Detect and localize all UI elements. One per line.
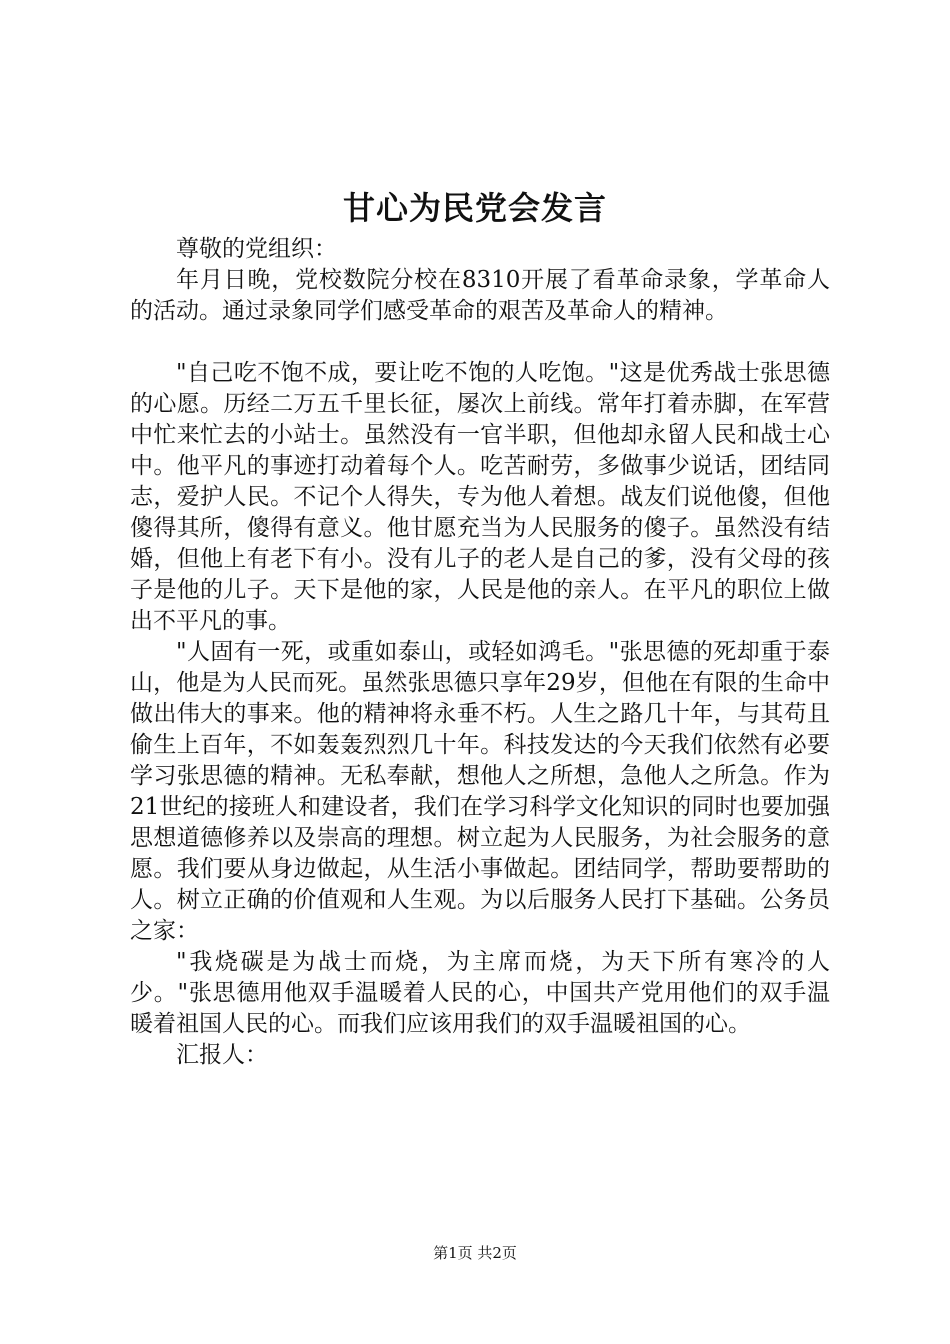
paragraph-charcoal: "我烧碳是为战士而烧，为主席而烧，为天下所有寒冷的人少。"张思德用他双手温暖着人民的心，中国共产党用他们的双手温暖着祖国人民的心。而我们应该用我们的双手温暖祖国的心。 <box>130 949 830 1037</box>
paragraph-intro: 年月日晚，党校数院分校在8310开展了看革命录象，学革命人的活动。通过录象同学们感受革命的艰苦及革命人的精神。 <box>130 267 830 324</box>
paragraph-spacer <box>130 327 830 358</box>
signature-line: 汇报人： <box>176 1042 268 1068</box>
paragraph-taishan: "人固有一死，或重如泰山，或轻如鸿毛。"张思德的死却重于泰山，他是为人民而死。虽然张思德只享年29岁，但他在有限的生命中做出伟大的事来。他的精神将永垂不朽。人生之路几十年，与其苟且偷生上百年，不如轰轰烈烈几十年。科技发达的今天我们依然有必要学习张思德的精神。无私奉献，想他人之所想，急他人之所急。作为21世纪的接班人和建设者，我们在学习科学文化知识的同时也要加强思想道德修养以及崇高的理想。树立起为人民服务，为社会服务的意愿。我们要从身边做起，从生活小事做起。团结同学，帮助要帮助的人。树立正确的价值观和人生观。为以后服务人民打下基础。公务员之家： <box>130 639 830 944</box>
salutation: 尊敬的党组织： <box>176 236 337 262</box>
paragraph-zhang-side: "自己吃不饱不成，要让吃不饱的人吃饱。"这是优秀战士张思德的心愿。历经二万五千里长征，屡次上前线。常年打着赤脚，在军营中忙来忙去的小站士。虽然没有一官半职，但他却永留人民和战士心中。他平凡的事迹打动着每个人。吃苦耐劳，多做事少说话，团结同志，爱护人民。不记个人得失，专为他人着想。战友们说他傻，但他傻得其所，傻得有意义。他甘愿充当为人民服务的傻子。虽然没有结婚，但他上有老下有小。没有儿子的老人是自己的爹，没有父母的孩子是他的儿子。天下是他的家，人民是他的亲人。在平凡的职位上做出不平凡的事。 <box>130 360 830 634</box>
page-footer: 第1页 共2页 <box>433 1244 517 1262</box>
document-title: 甘心为民党会发言 <box>342 189 607 227</box>
document-body <box>130 234 830 1071</box>
